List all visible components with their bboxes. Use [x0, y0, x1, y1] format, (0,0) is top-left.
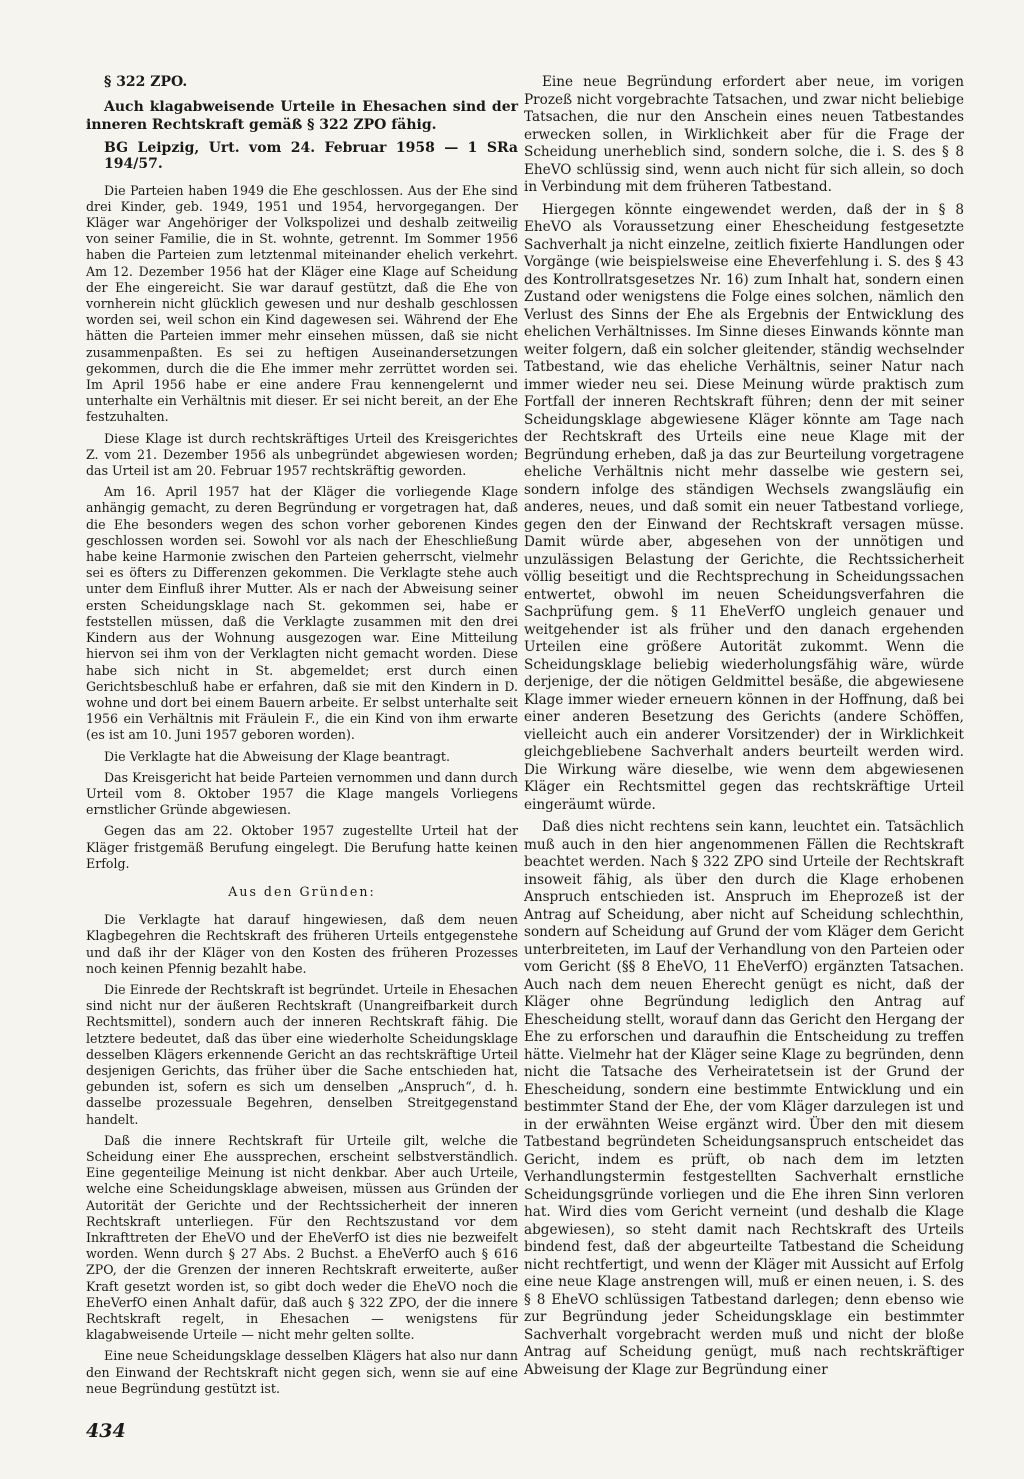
page-number: 434: [86, 1420, 126, 1442]
paragraph: Eine neue Begründung erfordert aber neue, im vorigen Prozeß nicht vorgebrachte Tatsachen, und zwar nicht beliebige Tatsachen, die nur den Anschein eines neuen Tatbestandes erwecken sollen, in Wirklichkeit aber für die Frage der Scheidung unerheblich sind, sondern solche, die i. S. des § 8 EheVO schlüssig sind, wenn auch nicht für sich allein, so doch in Verbindung mit dem früheren Tatbestand.: [524, 74, 964, 195]
section-reference: § 322 ZPO.: [104, 74, 188, 90]
left-column: [86, 74, 518, 1402]
paragraph: Diese Klage ist durch rechtskräftiges Urteil des Kreisgerichtes Z. vom 21. Dezember 1956 als unbegründet abgewiesen worden; das Urteil ist am 20. Februar 1957 rechtskräftig geworden.: [86, 430, 518, 479]
paragraph: Daß die innere Rechtskraft für Urteile gilt, welche die Scheidung einer Ehe aussprechen, erscheint selbstverständlich. Eine gegenteilige Meinung ist nicht denkbar. Aber auch Urteile, welche eine Scheidungsklage abweisen, müssen aus Gründen der Autorität der Gerichte und der Rechtssicherheit der inneren Rechtskraft unterliegen. Für den Rechtszustand vor dem Inkrafttreten der EheVO und der EheVerfO ist dies nie bezweifelt worden. Wenn durch § 27 Abs. 2 Buchst. a EheVerfO auch § 616 ZPO, der die Grenzen der inneren Rechtskraft erweiterte, außer Kraft gesetzt worden ist, so gibt doch weder die EheVO noch die EheVerfO einen Anhalt dafür, daß auch § 322 ZPO, der die innere Rechtskraft regelt, in Ehesachen — wenigstens für klagabweisende Urteile — nicht mehr gelten sollte.: [86, 1132, 518, 1343]
paragraph: Die Einrede der Rechtskraft ist begründet. Urteile in Ehesachen sind nicht nur der äußeren Rechtskraft (Unangreifbarkeit durch Rechtsmittel), sondern auch der inneren Rechtskraft fähig. Die letztere bedeutet, daß das über eine wiederholte Scheidungsklage desselben Klägers erkennende Gericht an das rechtskräftige Urteil desjenigen Gerichts, das früher über die Sache entschieden hat, gebunden ist, sofern es sich um denselben „Anspruch“, d. h. dasselbe prozessuale Begehren, denselben Streitgegenstand handelt.: [86, 981, 518, 1127]
paragraph: Das Kreisgericht hat beide Parteien vernommen und dann durch Urteil vom 8. Oktober 1957 die Klage mangels Vorliegens ernstlicher Gründe abgewiesen.: [86, 769, 518, 818]
paragraph: Die Parteien haben 1949 die Ehe geschlossen. Aus der Ehe sind drei Kinder, geb. 1949, 1951 und 1954, hervorgegangen. Der Kläger war Angehöriger der Volkspolizei und deshalb zeitweilig von seiner Familie, die in St. wohnte, getrennt. Im Sommer 1956 haben die Parteien zum letztenmal miteinander ehelich verkehrt. Am 12. Dezember 1956 hat der Kläger eine Klage auf Scheidung der Ehe eingereicht. Sie war darauf gestützt, daß die Ehe von vornherein nicht glücklich gewesen und nur deshalb geschlossen worden sei, weil schon ein Kind dagewesen sei. Während der Ehe hätten die Parteien immer mehr einsehen müssen, daß sie nicht zusammenpaßten. Es sei zu heftigen Auseinandersetzungen gekommen, durch die die Ehe immer mehr zerrüttet worden sei. Im April 1956 habe er eine andere Frau kennengelernt und unterhalte ein Verhältnis mit dieser. Er sei nicht bereit, an der Ehe festzuhalten.: [86, 182, 518, 425]
paragraph: Am 16. April 1957 hat der Kläger die vorliegende Klage anhängig gemacht, zu deren Begründung er vorgetragen hat, daß die Ehe besonders wegen des schon vorher geborenen Kindes geschlossen worden sei. Sowohl vor als nach der Eheschließung habe keine Harmonie zwischen den Parteien geherrscht, vielmehr sei es öfters zu Differenzen gekommen. Die Verklagte stehe auch unter dem Einfluß ihrer Mutter. Als er nach der Abweisung seiner ersten Scheidungsklage nach St. gekommen sei, habe er feststellen müssen, daß die Verklagte zusammen mit den drei Kindern aus der Wohnung ausgezogen war. Eine Mitteilung hiervon sei ihm von der Verklagten nicht gemacht worden. Diese habe sich nicht in St. abgemeldet; erst durch einen Gerichtsbeschluß habe er erfahren, daß sie mit den Kindern in D. wohne und dort bei einem Bauern arbeite. Er selbst unterhalte seit 1956 ein Verhältnis mit Fräulein F., die ein Kind von ihm erwarte (es ist am 10. Juni 1957 geboren worden).: [86, 484, 518, 743]
right-column: [524, 74, 964, 1384]
court-citation: BG Leipzig, Urt. vom 24. Februar 1958 — 1 SRa 194/57.: [104, 140, 518, 173]
paragraph: Eine neue Scheidungsklage desselben Klägers hat also nur dann den Einwand der Rechtskraft nicht gegen sich, wenn sie auf eine neue Begründung gestützt ist.: [86, 1348, 518, 1396]
paragraph: Gegen das am 22. Oktober 1957 zugestellte Urteil hat der Kläger fristgemäß Berufung eingelegt. Die Berufung hatte keinen Erfolg.: [86, 823, 518, 871]
subheading: Aus den Gründen:: [228, 883, 376, 899]
paragraph: Die Verklagte hat die Abweisung der Klage beantragt.: [104, 748, 450, 764]
paragraph: Daß dies nicht rechtens sein kann, leuchtet ein. Tatsächlich muß auch in den hier angenommenen Fällen die Rechtskraft beachtet werden. Nach § 322 ZPO sind Urteile der Rechtskraft insoweit fähig, als über den durch die Klage erhobenen Anspruch entschieden ist. Anspruch im Eheprozeß ist der Antrag auf Scheidung, aber nicht auf Scheidung schlechthin, sondern auf Scheidung auf Grund der vom Kläger dem Gericht unterbreiteten, im Lauf der Verhandlung von den Parteien oder vom Gericht (§§ 8 EheVO, 11 EheVerfO) ergänzten Tatsachen. Auch nach dem neuen Eherecht genügt es nicht, daß der Kläger ohne Begründung lediglich den Antrag auf Ehescheidung stellt, worauf dann das Gericht den Hergang der Ehe zu erforschen und daraufhin die Entscheidung zu treffen hätte. Vielmehr hat der Kläger seine Klage zu begründen, denn nicht die Tatsache des Verheiratetsein ist der Grund der Ehescheidung, sondern eine bestimmte Entwicklung und ein bestimmter Stand der Ehe, der vom Kläger darzulegen ist und in der erwähnten Weise ergänzt wird. Über den mit diesem Tatbestand begründeten Scheidungsanspruch entscheidet das Gericht, indem es prüft, ob nach dem im letzten Verhandlungstermin festgestellten Sachverhalt ernstliche Scheidungsgründe vorliegen und die Ehe ihren Sinn verloren hat. Wird dies vom Gericht verneint (und deshalb die Klage abgewiesen), so steht damit nach Rechtskraft des Urteils bindend fest, daß der abgeurteilte Tatbestand die Scheidung nicht rechtfertigt, und wenn der Kläger mit Aussicht auf Erfolg eine neue Klage anstrengen will, muß er einen neuen, i. S. des § 8 EheVO schlüssigen Tatbestand darlegen; denn ebenso wie zur Begründung jeder Scheidungsklage ein bestimmter Sachverhalt vorgebracht werden muß und nicht der bloße Antrag auf Scheidung genügt, muß nach rechtskräftiger Abweisung der Klage zur Begründung einer: [524, 819, 964, 1378]
paragraph: Die Verklagte hat darauf hingewiesen, daß dem neuen Klagbegehren die Rechtskraft des früheren Urteils entgegenstehe und daß ihr der Kläger von den Kosten des früheren Prozesses noch keinen Pfennig bezahlt habe.: [86, 912, 518, 976]
paragraph: Hiergegen könnte eingewendet werden, daß der in § 8 EheVO als Voraussetzung einer Ehescheidung festgesetzte Sachverhalt ja nicht einzelne, zeitlich fixierte Handlungen oder Vorgänge (wie beispielsweise eine Eheverfehlung i. S. des § 43 des Kontrollratsgesetzes Nr. 16) zum Inhalt hat, sondern einen Zustand oder wenigstens die Folge eines solchen, nämlich den Verlust des Sinns der Ehe als Ergebnis der Entwicklung des ehelichen Verhältnisses. Im Sinne dieses Einwands könnte man weiter folgern, daß ein solcher gleitender, ständig wechselnder Tatbestand, wie das eheliche Verhältnis, seiner Natur nach immer wieder neu sei. Diese Meinung würde praktisch zum Fortfall der inneren Rechtskraft führen; denn der mit seiner Scheidungsklage abgewiesene Kläger könnte am Tage nach der Rechtskraft des Urteils eine neue Klage mit der Begründung erheben, daß ja das zur Beurteilung vorgetragene eheliche Verhältnis nicht mehr dasselbe wie gestern sei, sondern infolge des ständigen Wechsels zwangsläufig ein anderes, neues, und daß somit ein neuer Tatbestand vorliege, gegen den der Einwand der Rechtskraft versagen müsse. Damit würde aber, abgesehen von der unnötigen und unzulässigen Belastung der Gerichte, die Rechtssicherheit völlig beseitigt und die Rechtsprechung in Scheidungssachen entwertet, obwohl im neuen Scheidungsverfahren die Sachprüfung gem. § 11 EheVerfO ungleich genauer und weitgehender ist als früher und den danach ergehenden Urteilen eine größere Autorität zukommt. Wenn die Scheidungsklage beliebig wiederholungsfähig wäre, würde derjenige, der die nötigen Geldmittel besäße, die abgewiesene Klage immer wieder erneuern können in der Hoffnung, daß bei einer anderen Besetzung des Gerichts (andere Schöffen, vielleicht auch ein anderer Vorsitzender) der in Wirklichkeit gleichgebliebene Sachverhalt anders beurteilt werden wird. Die Wirkung wäre dieselbe, wie wenn dem abgewiesenen Kläger ein Rechtsmittel gegen das rechtskräftige Urteil eingeräumt würde.: [524, 201, 964, 813]
headnote: Auch klagabweisende Urteile in Ehesachen sind der inneren Rechtskraft gemäß § 322 ZPO fähig.: [86, 99, 518, 134]
